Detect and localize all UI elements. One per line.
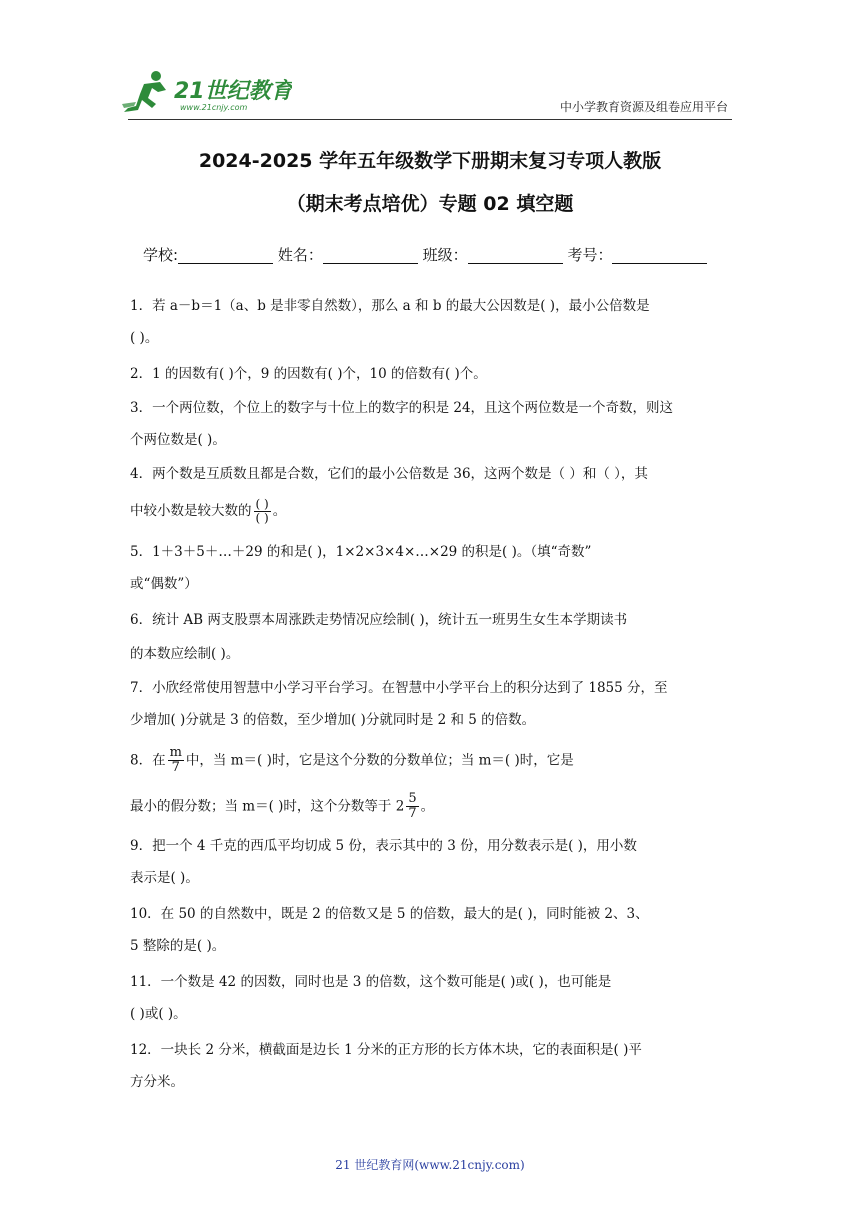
question-8-fraction-5-7 bbox=[406, 792, 418, 822]
student-info-line bbox=[143, 244, 707, 265]
question-3-line-2: 个两位数是( )。 bbox=[130, 432, 226, 448]
class-blank bbox=[468, 247, 563, 264]
school-blank bbox=[178, 247, 273, 264]
fraction-numerator: ( ) bbox=[255, 497, 269, 511]
fraction-numerator: 5 bbox=[408, 791, 417, 806]
question-1-line-1: 1．若 a－b＝1（a、b 是非零自然数），那么 a 和 b 的最大公因数是( )，最小公倍数是 bbox=[130, 298, 650, 314]
question-11-line-1: 11．一个数是 42 的因数，同时也是 3 的倍数，这个数可能是( )或( )，也可能是 bbox=[130, 974, 612, 990]
question-9-line-1: 9．把一个 4 千克的西瓜平均切成 5 份，表示其中的 3 份，用分数表示是( )，用小数 bbox=[130, 838, 637, 854]
question-2: 2．1 的因数有( )个，9 的因数有( )个，10 的倍数有( )个。 bbox=[130, 366, 487, 382]
question-1-line-2: ( )。 bbox=[130, 330, 159, 346]
page-title: 2024-2025 学年五年级数学下册期末复习专项人教版 bbox=[198, 150, 662, 172]
question-4-line-2 bbox=[130, 498, 286, 525]
fraction-denominator: 7 bbox=[171, 760, 180, 776]
question-10-line-1: 10．在 50 的自然数中，既是 2 的倍数又是 5 的倍数，最大的是( )，同时能被 2、3、 bbox=[130, 906, 649, 922]
name-label: 姓名： bbox=[277, 246, 323, 264]
question-7-line-2: 少增加( )分就是 3 的倍数，至少增加( )分就同时是 2 和 5 的倍数。 bbox=[130, 712, 536, 728]
question-6-line-1: 6．统计 AB 两支股票本周涨跌走势情况应绘制( )，统计五一班男生女生本学期读书 bbox=[130, 612, 628, 628]
logo-url: www.21cnjy.com bbox=[180, 103, 248, 112]
question-8-line-2 bbox=[130, 792, 434, 822]
footer-link[interactable]: 21 世纪教育网(www.21cnjy.com) bbox=[335, 1158, 525, 1172]
number-blank bbox=[612, 247, 707, 264]
question-12-line-2: 方分米。 bbox=[130, 1074, 184, 1090]
question-6-line-2: 的本数应绘制( )。 bbox=[130, 646, 240, 662]
question-4-line-1: 4．两个数是互质数且都是合数，它们的最小公倍数是 36，这两个数是（ ）和（ ），其 bbox=[130, 466, 648, 482]
question-11-line-2: ( )或( )。 bbox=[130, 1006, 187, 1022]
question-8-text-a: 8．在 bbox=[130, 752, 166, 769]
site-logo bbox=[122, 68, 292, 116]
question-4-text: 中较小数是较大数的 bbox=[130, 503, 252, 520]
question-8-text-b: 中，当 m＝( )时，它是这个分数的分数单位；当 m＝( )时，它是 bbox=[185, 752, 574, 769]
name-blank bbox=[323, 247, 418, 264]
question-10-line-2: 5 整除的是( )。 bbox=[130, 938, 226, 954]
question-8-fraction-m7 bbox=[168, 746, 184, 776]
question-4-end: 。 bbox=[272, 503, 287, 520]
question-7-line-1: 7．小欣经常使用智慧中小学习平台学习。在智慧中小学平台上的积分达到了 1855 分，至 bbox=[130, 680, 668, 696]
page-subtitle: （期末考点培优）专题 02 填空题 bbox=[286, 193, 574, 215]
header-slogan: 中小学教育资源及组卷应用平台 bbox=[559, 100, 728, 114]
question-9-line-2: 表示是( )。 bbox=[130, 870, 199, 886]
question-4-fraction bbox=[254, 498, 271, 525]
fraction-denominator: ( ) bbox=[255, 511, 269, 526]
question-8-line-1 bbox=[130, 746, 574, 776]
question-8-end: 。 bbox=[420, 798, 435, 815]
question-3-line-1: 3．一个两位数，个位上的数字与十位上的数字的积是 24，且这个两位数是一个奇数，则这 bbox=[130, 400, 674, 416]
class-label: 班级： bbox=[422, 246, 468, 264]
number-label: 考号： bbox=[567, 246, 613, 264]
fraction-denominator: 7 bbox=[408, 806, 417, 822]
question-12-line-1: 12．一块长 2 分米，横截面是边长 1 分米的正方形的长方体木块，它的表面积是( )平 bbox=[130, 1042, 642, 1058]
header-divider bbox=[128, 119, 732, 120]
logo-title: 21世纪教育 bbox=[174, 79, 292, 104]
school-label: 学校: bbox=[143, 246, 179, 264]
question-8-text-c: 最小的假分数；当 m＝( )时，这个分数等于 2 bbox=[130, 798, 405, 815]
fraction-numerator: m bbox=[169, 745, 182, 760]
question-5-line-2: 或“偶数”） bbox=[130, 576, 198, 592]
question-5-line-1: 5．1＋3＋5＋…＋29 的和是( )，1×2×3×4×…×29 的积是( )。（填“奇数” bbox=[130, 544, 592, 560]
